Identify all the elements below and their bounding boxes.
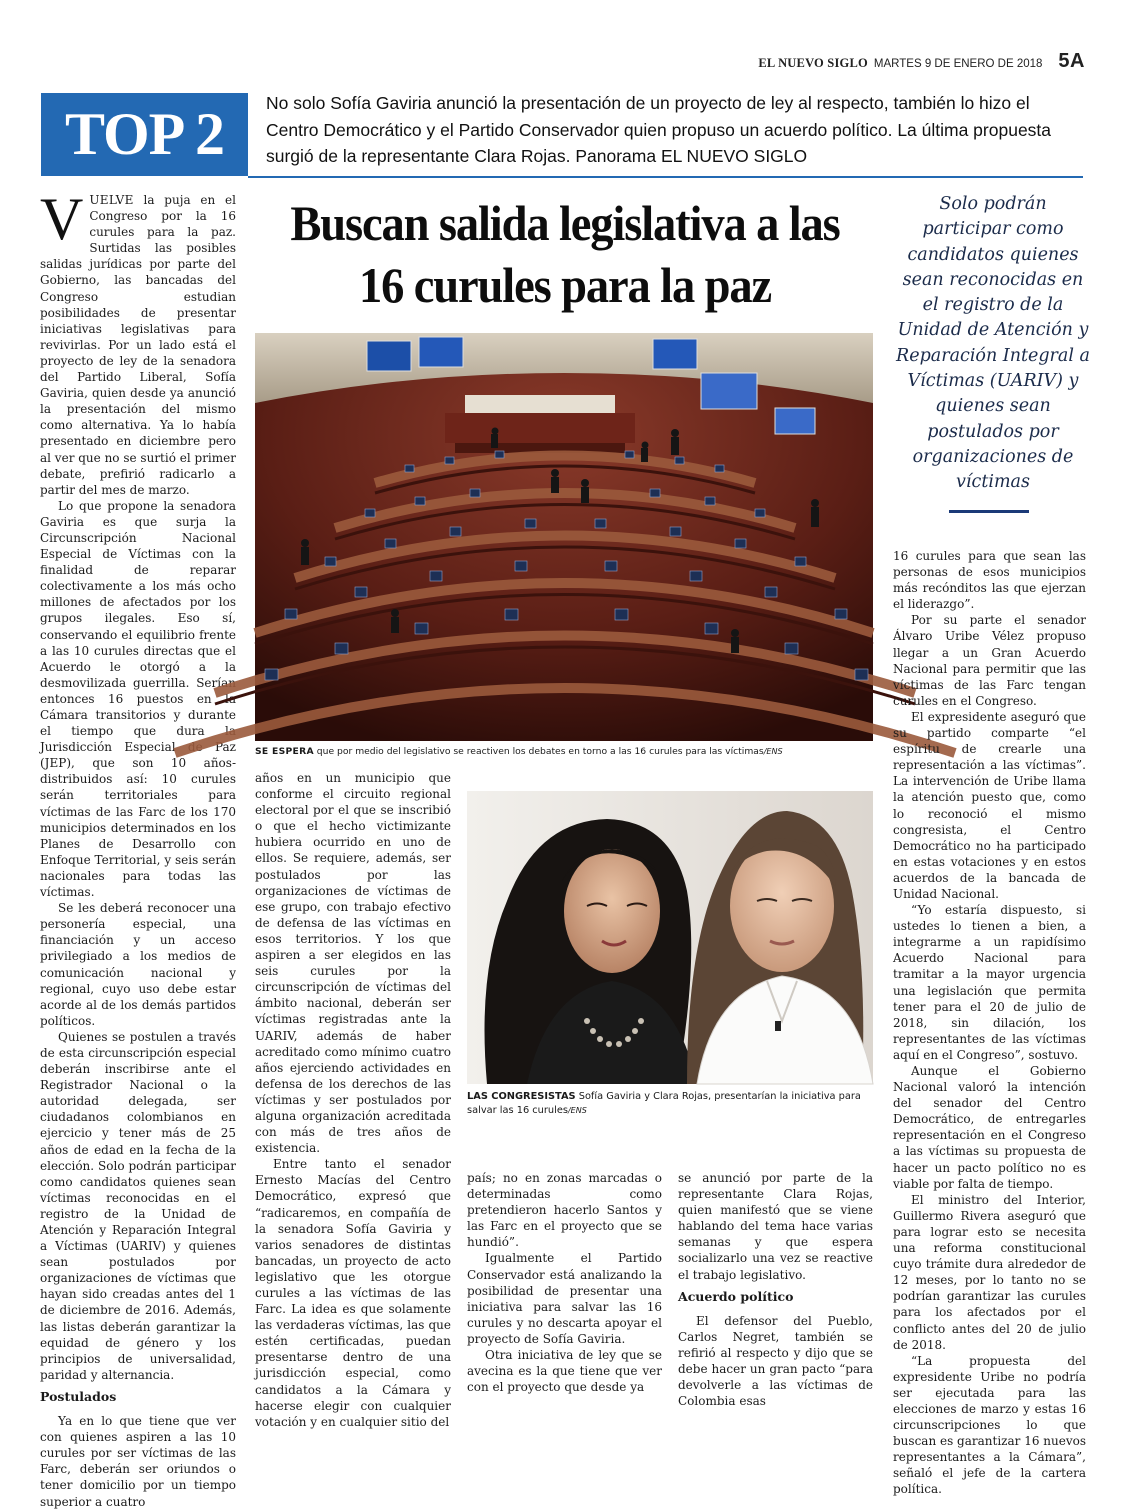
page-number: 5A <box>1058 50 1085 72</box>
paragraph: Por su parte el senador Álvaro Uribe Vélez propuso llegar a un Gran Acuerdo Nacional para permitir que las víctimas de las Farc tengan curules en el Congreso. <box>893 613 1086 708</box>
paragraph: Otra iniciativa de ley que se avecina es la que tiene que ver con el proyecto que desde ya <box>467 1348 662 1395</box>
subheading: Acuerdo político <box>678 1288 794 1304</box>
intro-rule <box>248 176 1083 178</box>
paragraph: Se les deberá reconocer una personería especial, una financiación y un acceso privilegiado a los medios de comunicación nacional y regional, cuyo uso debe estar acorde al de los demás partidos políticos. <box>40 901 236 1028</box>
article-column-3 <box>467 1170 662 1395</box>
paragraph: Lo que propone la senadora Gaviria es que surja la Circunscripción Nacional Especial de Víctimas con la finalidad de reparar colectivamente a los más ocho millones de afectados por los grupos ilegales. Eso sí, conservando el equilibrio frente a las 10 curules directas que el Acuerdo le otorgó a la desmovilizada guerrilla. Serían entonces 16 puestos en la Cámara transitorios y durante el tiempo que dura la Jurisdicción Especial de Paz (JEP), que son 10 años- distribuidos así: 10 curules serán territoriales para víctimas de las Farc de los 170 municipios determinados en los Planes de Desarrollo con Enfoque Territorial, y seis serán nacionales para todas las víctimas. <box>40 498 236 900</box>
caption-text: Sofía Gaviria y Clara Rojas, presentarían la iniciativa para salvar las 16 curules <box>467 1091 861 1116</box>
paragraph: El expresidente aseguró que su partido comparte “el espíritu de crearle una representación a las víctimas”. La intervención de Uribe llama la atención puesto que, como lo reconoció el mismo congresista, el Centro Democrático no ha participado en estas votaciones y en estos acuerdos de la bancada de Unidad Nacional. <box>893 709 1086 901</box>
issue-date: MARTES 9 DE ENERO DE 2018 <box>873 58 1043 70</box>
pull-quote-rule <box>949 510 1029 513</box>
congresswomen-photo <box>467 791 873 1084</box>
paragraph: Entre tanto el senador Ernesto Macías del Centro Democrático, expresó que “radicaremos, en compañía de la senadora Sofía Gaviria y varios senadores de distintas bancadas, un proyecto de acto legislativo que les otorgue curules a las víctimas de las Farc. La idea es que solamente las verdaderas víctimas, las que estén certificadas, puedan presentarse dentro de una jurisdicción especial, como candidatos a la Cámara y hacerse elegir con cualquier votación y en cualquier sitio del <box>255 1157 451 1429</box>
paragraph: Igualmente el Partido Conservador está analizando la posibilidad de presentar una iniciativa para salvar las 16 curules y no descarta apoyar el proyecto de Sofía Gaviria. <box>467 1251 662 1346</box>
chamber-photo <box>255 333 873 741</box>
paragraph: Aunque el Gobierno Nacional valoró la intención del senador del Centro Democrático, de entregarles representación en el Congreso a las víctimas su propuesta de hacer un pacto político no es viable por falta de tiempo. <box>893 1064 1086 1191</box>
caption-lead: SE ESPERA <box>255 746 314 757</box>
paragraph: Ya en lo que tiene que ver con quienes aspiren a las 10 curules por ser víctimas de las Farc, deberán ser oriundos o tener domicilio por un tiempo superior a cuatro <box>40 1414 236 1509</box>
chamber-illustration <box>255 333 873 741</box>
paragraph: “La propuesta del expresidente Uribe no podría ser ejecutada para las elecciones de marzo y estas 16 circunscripciones lo que buscan es garantizar 16 nuevos representantes a la Cámara”, señaló el jefe de la cartera política. <box>893 1353 1087 1497</box>
drop-cap: V <box>40 186 84 252</box>
article-column-5 <box>893 548 1086 1498</box>
paragraph <box>40 186 236 498</box>
headline: Buscan salida legislativa a las 16 curules para la paz <box>290 195 840 313</box>
paragraph-text: la puja en el Congreso por la 16 curules para la paz. Surtidas las posibles salidas jurídicas por parte del Gobierno, las bancadas del Congreso estudian posibilidades de presentar iniciativas legislativas para revivirlas. Por un lado está el proyecto de ley de la senadora del Partido Liberal, Sofía Gaviria, quien desde ya anunció la presentación del mismo como alternativa. Ya lo había presentado en diciembre pero al ver que no se surtió el primer debate, prefirió radicarlo a partir del mes de marzo. <box>40 193 236 497</box>
paragraph: años en un municipio que conforme el circuito regional electoral por el que se inscribió o que el hecho victimizante hubiera ocurrido en uno de ellos. Se requiere, además, ser postulados por las organizaciones de víctimas de ese grupo, con trabajo efectivo de defensa de las víctimas en esos territorios. Y los que aspiren a ser elegidos en las seis curules por la circunscripción de víctimas del ámbito nacional, deberán ser víctimas registradas ante la UARIV, además de haber acreditado como mínimo cuatro años ejerciendo actividades en defensa de los derechos de las víctimas y ser postulados por alguna organización acreditada con más de tres años de existencia. <box>255 771 451 1156</box>
subheading: Postulados <box>40 1388 117 1404</box>
congresswomen-photo-caption <box>467 1090 873 1118</box>
caption-lead: LAS CONGRESISTAS <box>467 1091 576 1102</box>
paragraph: país; no en zonas marcadas o determinadas como pretendieron hacerlo Santos y las Farc en el proyecto que se hundió”. <box>467 1171 662 1250</box>
photo-credit: /ENS <box>567 1106 587 1115</box>
article-column-4 <box>678 1170 873 1409</box>
congresswomen-illustration <box>467 791 873 1084</box>
section-label: TOP 2 <box>41 93 248 176</box>
paragraph: Quienes se postulen a través de esta circunscripción especial deberán inscribirse ante el Registrador Nacional o la autoridad delegada, ser ciudadanos colombianos en ejercicio y tener más de 25 años de edad en la fecha de la elección. Solo podrán participar como candidatos quienes sean víctimas reconocidas en el registro de la Unidad de Atención y Reparación Integral a Víctimas (UARIV) y quienes sean postulados por organizaciones de víctimas que hayan sido creadas antes del 1 de diciembre de 2016. Además, las listas deberán garantizar la equidad de género y los principios de universalidad, paridad y alternancia. <box>40 1029 236 1382</box>
paragraph: El ministro del Interior, Guillermo Rivera aseguró que para lograr esto se necesita una reforma constitucional cuyo trámite dura alrededor de 12 meses, por lo tanto no se podrían garantizar las curules para los afectados por el conflicto antes del 20 de julio de 2018. <box>893 1192 1086 1352</box>
newspaper-name: EL NUEVO SIGLO <box>758 56 868 70</box>
section-intro: No solo Sofía Gaviria anunció la presentación de un proyecto de ley al respecto, también lo hizo el Centro Democrático y el Partido Conservador quien propuso un acuerdo político. La última propuesta surgió de la representante Clara Rojas. Panorama EL NUEVO SIGLO <box>266 93 1052 166</box>
paragraph: El defensor del Pueblo, Carlos Negret, también se refirió al respecto y dijo que se debe hacer un gran pacto “para devolverle a las víctimas de Colombia esas <box>678 1313 873 1409</box>
photo-credit: /ENS <box>763 747 783 756</box>
caption-text: que por medio del legislativo se reactiven los debates en torno a las 16 curules para las víctimas <box>313 746 764 757</box>
paragraph: “Yo estaría dispuesto, si ustedes lo tienen a bien, a integrarme a un rapidísimo Acuerdo Nacional para tramitar a la mayor urgencia una legislación que permita tener para el 20 de julio de 2018, sin dilación, los representantes de las víctimas aquí en el Congreso”, sostuvo. <box>893 903 1086 1062</box>
article-column-2 <box>255 770 451 1430</box>
paragraph: 16 curules para que sean las personas de esos municipios más recónditos las que ejerzan el liderazgo”. <box>893 549 1086 612</box>
chamber-photo-caption <box>255 746 873 757</box>
masthead <box>758 50 1085 73</box>
paragraph: se anunció por parte de la representante Clara Rojas, quien manifestó que se viene hablando del tema hace varias semanas y que espera socializarlo una vez se reactive el trabajo legislativo. <box>678 1171 873 1282</box>
pull-quote: Solo podrán participar como candidatos quienes sean reconocidas en el registro de la Unidad de Atención y Reparación Integral a Víctimas (UARIV) y quienes sean postulados por organizaciones de víctimas <box>896 194 1090 493</box>
lead-caps: UELVE <box>89 193 134 207</box>
article-column-1 <box>40 186 236 1510</box>
